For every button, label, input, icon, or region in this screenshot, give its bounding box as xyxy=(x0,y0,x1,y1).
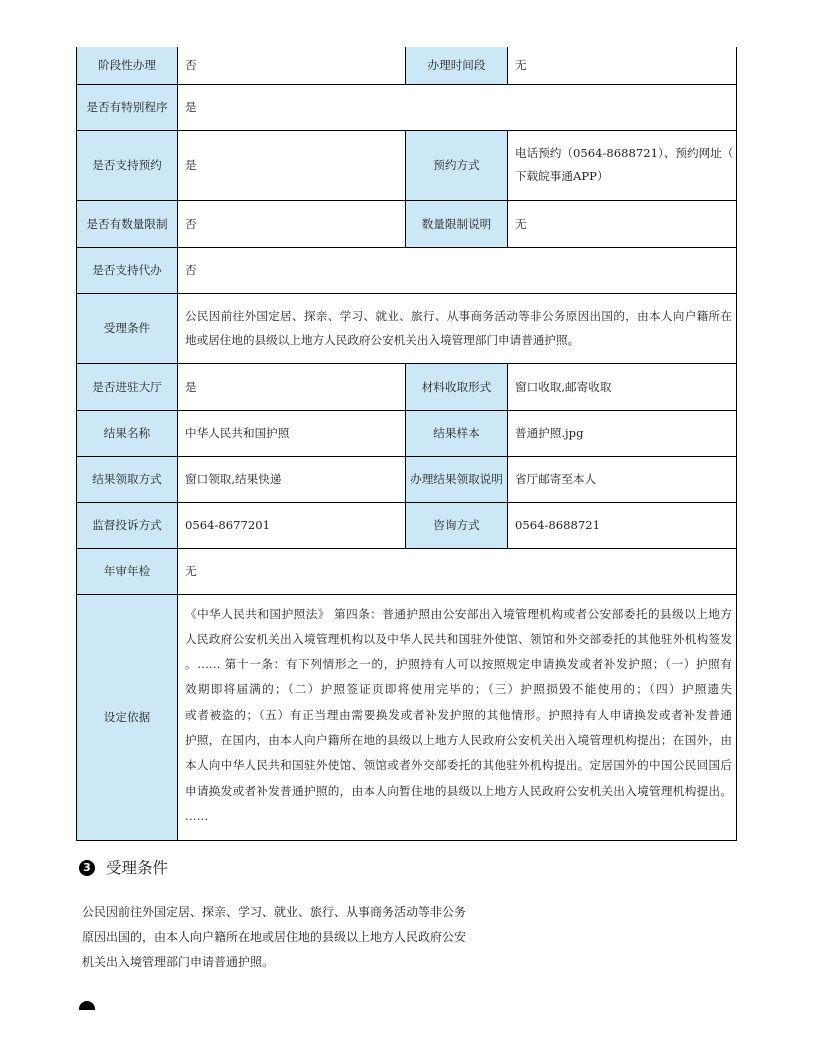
text-line: 公民因前往外国定居、探亲、学习、就业、旅行、从事商务活动等非公务 xyxy=(82,905,467,919)
material-collection-label: 材料收取形式 xyxy=(406,363,508,410)
annual-review-value: 无 xyxy=(178,548,737,594)
section-marker-icon xyxy=(79,1001,95,1010)
service-info-table xyxy=(76,47,737,841)
row-special-procedure xyxy=(77,84,737,130)
handling-period-label: 办理时间段 xyxy=(406,47,508,84)
appointment-method-label: 预约方式 xyxy=(406,130,508,200)
service-hall-label: 是否进驻大厅 xyxy=(77,363,178,410)
row-contact xyxy=(77,502,737,548)
result-name-label: 结果名称 xyxy=(77,410,178,456)
row-legal-basis xyxy=(77,594,737,840)
proxy-support-label: 是否支持代办 xyxy=(77,247,178,293)
row-phased-handling xyxy=(77,47,737,84)
consultation-method-value: 0564-8688721 xyxy=(508,502,737,548)
annual-review-label: 年审年检 xyxy=(77,548,178,594)
text-line: 申请换发或者补发普通护照的，由本人向暂住地的县级以上地方人民政府公安机关出入境管理机构提出。 xyxy=(185,783,732,798)
legal-basis-label: 设定依据 xyxy=(77,594,178,840)
appointment-support-label: 是否支持预约 xyxy=(77,130,178,200)
row-acceptance-conditions xyxy=(77,293,737,363)
row-service-hall xyxy=(77,363,737,410)
result-sample-label: 结果样本 xyxy=(406,410,508,456)
text-line: 公民因前往外国定居、探亲、学习、就业、旅行、从事商务活动等非公务原因出国的，由本人向户籍所在 xyxy=(185,309,732,323)
material-collection-value: 窗口收取,邮寄收取 xyxy=(508,363,737,410)
acceptance-conditions-label: 受理条件 xyxy=(77,293,178,363)
text-line: 。…… 第十一条：有下列情形之一的，护照持有人可以按照规定申请换发或者补发护照；（一）护照有 xyxy=(185,657,732,672)
handling-period-value: 无 xyxy=(508,47,737,84)
service-hall-value: 是 xyxy=(178,363,406,410)
result-sample-value: 普通护照.jpg xyxy=(508,410,737,456)
text-line: 效期即将届满的；（二）护照签证页即将使用完毕的；（三）护照损毁不能使用的；（四）护照遗失 xyxy=(185,682,732,697)
quantity-limit-note-label: 数量限制说明 xyxy=(406,200,508,247)
text-line: 护照，在国内，由本人向户籍所在地的县级以上地方人民政府公安机关出入境管理机构提出；在国外，由 xyxy=(185,732,732,747)
complaint-channel-label: 监督投诉方式 xyxy=(77,502,178,548)
proxy-support-value: 否 xyxy=(178,247,737,293)
appointment-support-value: 是 xyxy=(178,130,406,200)
row-result-name xyxy=(77,410,737,456)
row-result-pickup xyxy=(77,456,737,502)
section-title: 受理条件 xyxy=(106,859,169,877)
row-proxy xyxy=(77,247,737,293)
quantity-limit-value: 否 xyxy=(178,200,406,247)
row-appointment xyxy=(77,130,737,200)
result-pickup-value: 窗口领取,结果快递 xyxy=(178,456,406,502)
quantity-limit-label: 是否有数量限制 xyxy=(77,200,178,247)
next-section-marker xyxy=(79,1001,96,1010)
quantity-limit-note-value: 无 xyxy=(508,200,737,247)
result-pickup-note-label: 办理结果领取说明 xyxy=(406,456,508,502)
text-line: 原因出国的，由本人向户籍所在地或居住地的县级以上地方人民政府公安 xyxy=(82,930,467,944)
text-line: 地或居住地的县级以上地方人民政府公安机关出入境管理部门申请普通护照。 xyxy=(185,333,580,347)
number-3-circle-icon: 3 xyxy=(79,860,95,876)
special-procedure-value: 是 xyxy=(178,84,737,130)
text-line: 本人向中华人民共和国驻外使馆、领馆或者外交部委托的其他驻外机构提出。定居国外的中国公民回国后 xyxy=(185,758,732,773)
text-line: 人民政府公安机关出入境管理机构以及中华人民共和国驻外使馆、领馆和外交部委托的其他驻外机构签发 xyxy=(185,631,732,646)
text-line: 下载皖事通APP） xyxy=(515,169,609,183)
row-annual-review xyxy=(77,548,737,594)
phased-handling-value: 否 xyxy=(178,47,406,84)
complaint-channel-value: 0564-8677201 xyxy=(178,502,406,548)
row-quantity-limit xyxy=(77,200,737,247)
result-pickup-label: 结果领取方式 xyxy=(77,456,178,502)
appointment-method-value xyxy=(508,130,737,200)
phased-handling-label: 阶段性办理 xyxy=(77,47,178,84)
text-line: 或者被盗的；（五）有正当理由需要换发或者补发护照的其他情形。护照持有人申请换发或者补发普通 xyxy=(185,707,732,722)
result-name-value: 中华人民共和国护照 xyxy=(178,410,406,456)
text-line: …… xyxy=(185,808,209,823)
legal-basis-value xyxy=(178,594,737,840)
text-line: 《中华人民共和国护照法》 第四条：普通护照由公安部出入境管理机构或者公安部委托的县级以上地方 xyxy=(185,606,732,621)
consultation-method-label: 咨询方式 xyxy=(406,502,508,548)
acceptance-conditions-value xyxy=(178,293,737,363)
result-pickup-note-value: 省厅邮寄至本人 xyxy=(508,456,737,502)
text-line: 电话预约（0564-8688721）、预约网址（ xyxy=(515,146,734,160)
special-procedure-label: 是否有特别程序 xyxy=(77,84,178,130)
section-paragraph xyxy=(82,900,466,975)
text-line: 机关出入境管理部门申请普通护照。 xyxy=(82,955,275,969)
